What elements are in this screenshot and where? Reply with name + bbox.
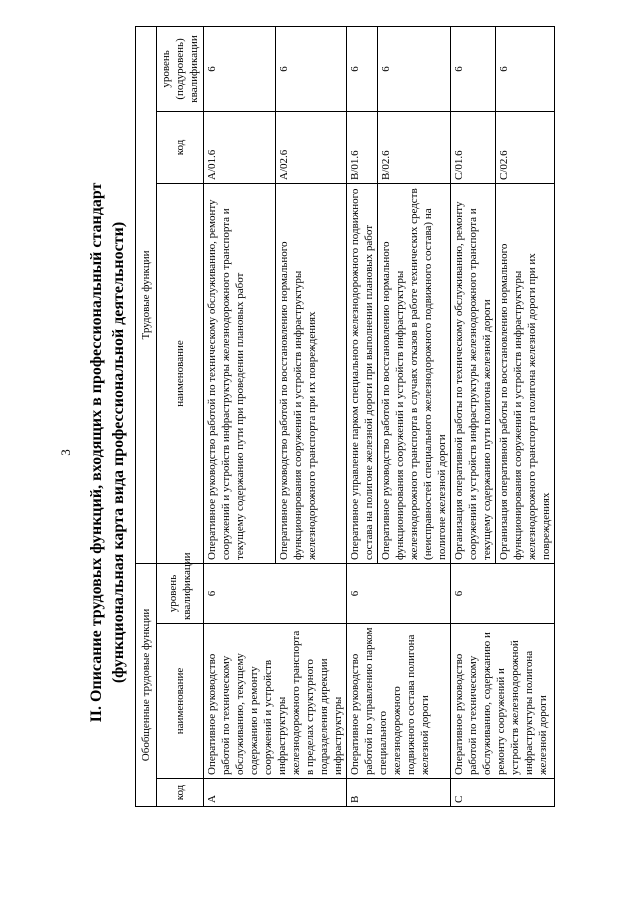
header-fn-code: код (157, 111, 204, 183)
group-code: B (347, 779, 451, 807)
group-level: 6 (204, 563, 347, 623)
group-name: Оперативное руководство работой по техническому обслуживанию, текущему содержанию и ремонту сооружений и устройств инфраструктуры железнодорожного транспорта в пределах структурного подразделения дирекции инфраструктуры (204, 624, 347, 779)
function-level: 6 (378, 26, 451, 111)
section-title: II. Описание трудовых функций, входящих в профессиональный стандарт (88, 182, 105, 723)
function-name: Оперативное управление парком специального железнодорожного подвижного состава на полигоне железной дороги при выполнении плановых работ (347, 183, 378, 563)
group-name: Оперативное руководство работой по техническому обслуживанию, содержанию и ремонту сооружений и устройств железнодорожной инфраструктуры полигона железной дороги (451, 624, 555, 779)
function-level: 6 (451, 26, 496, 111)
group-level: 6 (347, 563, 451, 623)
header-generalized: Обобщенные трудовые функции (136, 563, 157, 806)
function-name: Оперативное руководство работой по восстановлению нормального функционирования сооружений и устройств инфраструктуры железнодорожного транспорта в случаях отказов в работе технических средств (неисправностей специального железнодорожного подвижного состава) на полигоне железной дороги (378, 183, 451, 563)
function-code: C/02.6 (496, 111, 555, 183)
function-code: C/01.6 (451, 111, 496, 183)
function-level: 6 (496, 26, 555, 111)
table-row (204, 26, 276, 806)
group-code: A (204, 779, 347, 807)
function-name: Организация оперативной работы по восстановлению нормального функционирования сооружений и устройств инфраструктуры железнодорожного транспорта полигона железной дороги при их повреждениях (496, 183, 555, 563)
function-code: B/02.6 (378, 111, 451, 183)
function-level: 6 (204, 26, 276, 111)
function-level: 6 (347, 26, 378, 111)
header-fn-name: наименование (157, 183, 204, 563)
group-code: C (451, 779, 555, 807)
function-name: Организация оперативной работы по техническому обслуживанию, ремонту сооружений и устройств инфраструктуры железнодорожного транспорта и текущему содержанию пути полигона железной дороги (451, 183, 496, 563)
group-name: Оперативное руководство работой по управлению парком специального железнодорожного подвижного состава полигона железной дороги (347, 624, 451, 779)
function-code: A/02.6 (275, 111, 347, 183)
header-fn-level: уровень (подуровень) квалификации (157, 26, 204, 111)
header-functions: Трудовые функции (136, 26, 157, 563)
header-level: уровень квалификации (157, 563, 204, 623)
function-code: A/01.6 (204, 111, 276, 183)
function-code: B/01.6 (347, 111, 378, 183)
section-subtitle: (функциональная карта вида профессиональной деятельности) (110, 221, 127, 684)
header-name: наименование (157, 624, 204, 779)
table-row (347, 26, 378, 806)
group-level: 6 (451, 563, 555, 623)
function-level: 6 (275, 26, 347, 111)
page-number: 3 (58, 449, 73, 456)
header-code: код (157, 779, 204, 807)
table-row (451, 26, 496, 806)
function-name: Оперативное руководство работой по техническому обслуживанию, ремонту сооружений и устройств инфраструктуры железнодорожного транспорта и текущему содержанию пути при проведении плановых работ (204, 183, 276, 563)
function-name: Оперативное руководство работой по восстановлению нормального функционирования сооружений и устройств инфраструктуры железнодорожного транспорта при их повреждениях (275, 183, 347, 563)
functional-map-table (135, 26, 555, 807)
